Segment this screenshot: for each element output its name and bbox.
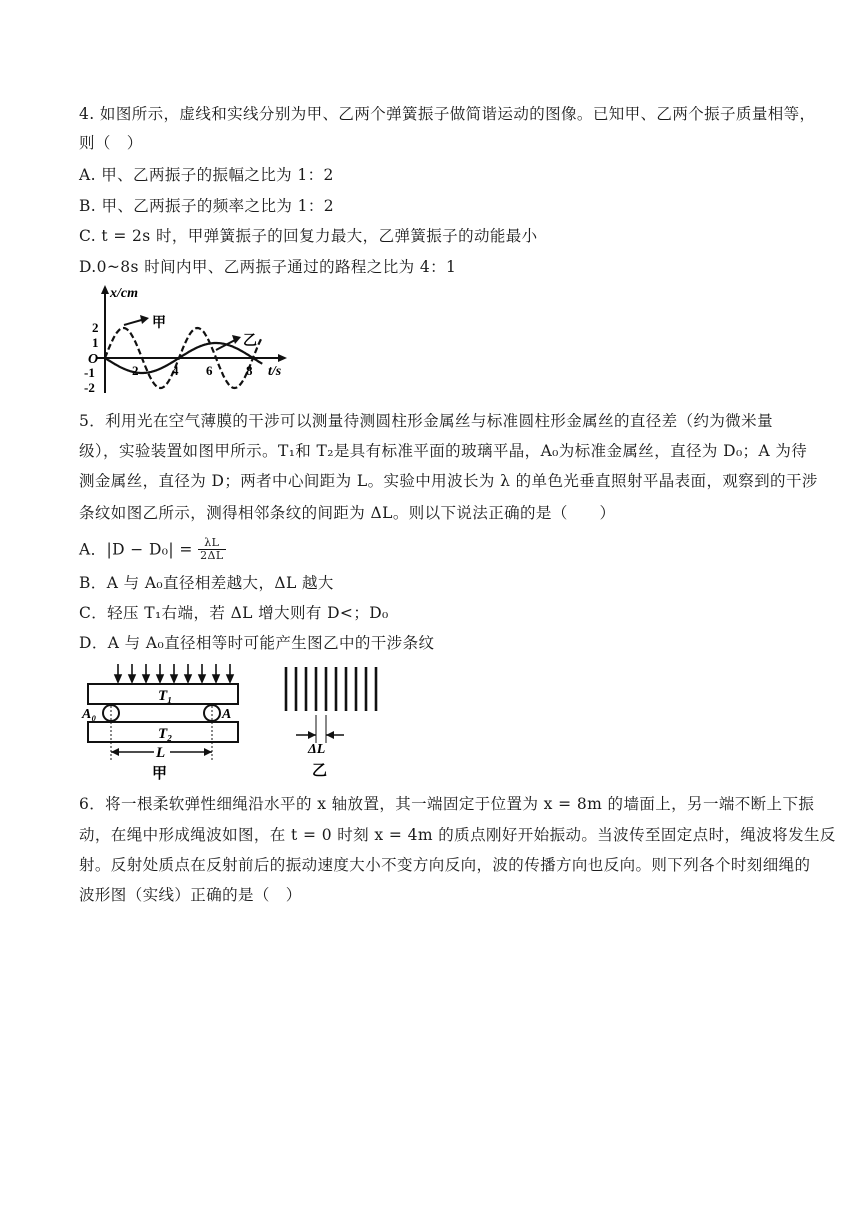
incident-light-arrows <box>115 664 233 682</box>
q4-option-c: C. t = 2s 时，甲弹簧振子的回复力最大，乙弹簧振子的动能最小 <box>79 227 538 245</box>
q5-option-a-fraction <box>198 537 225 562</box>
distance-l-arrow-left <box>111 748 119 756</box>
q4-option-d: D.0~8s 时间内甲、乙两振子通过的路程之比为 4：1 <box>79 258 457 276</box>
q5-option-b: B．A 与 A₀直径相差越大，ΔL 越大 <box>79 574 334 592</box>
jia-pointer-arrow <box>140 315 149 324</box>
caption-yi: 乙 <box>312 763 328 779</box>
y-axis-arrow <box>101 285 109 294</box>
distance-l-arrow-right <box>204 748 212 756</box>
q4-option-a: A. 甲、乙两振子的振幅之比为 1：2 <box>79 166 334 184</box>
label-jia: 甲 <box>152 316 166 331</box>
q6-stem-line1: 6．将一根柔软弹性细绳沿水平的 x 轴放置，其一端固定于位置为 x = 8m 的墙面上，另一端不断上下振 <box>79 795 815 813</box>
q5-stem-line1: 5．利用光在空气薄膜的干涉可以测量待测圆柱形金属丝与标准圆柱形金属丝的直径差（约为微米量 <box>79 412 773 430</box>
light-arrow-head <box>213 675 219 682</box>
q4-stem-line2: 则（ ） <box>79 134 143 152</box>
q5-stem-line3: 测金属丝，直径为 D；两者中心间距为 L。实验中用波长为 λ 的单色光垂直照射平晶表面，观察到的干涉 <box>79 472 818 490</box>
q5-option-a-prefix: A．|D − D₀| = <box>79 540 199 559</box>
q6-stem-line3: 射。反射处质点在反射前后的振动速度大小不变方向反向，波的传播方向也反向。则下列各个时刻细绳的 <box>79 856 811 874</box>
q5-fraction-numerator: λL <box>198 537 225 550</box>
label-l: L <box>156 745 166 761</box>
dl-arrow-left-head <box>308 731 316 739</box>
label-yi: 乙 <box>243 334 257 349</box>
y-axis-label: x/cm <box>110 286 138 301</box>
light-arrow-head <box>115 675 121 682</box>
q4-option-b: B. 甲、乙两振子的频率之比为 1：2 <box>79 197 334 215</box>
x-tick-6: 6 <box>206 363 213 378</box>
x-tick-4: 4 <box>172 363 179 378</box>
dl-arrow-right-head <box>326 731 334 739</box>
caption-jia: 甲 <box>152 766 168 782</box>
interference-fringes <box>286 667 376 711</box>
q5-stem-line2: 级），实验装置如图甲所示。T₁和 T₂是具有标准平面的玻璃平晶，A₀为标准金属丝，直径为 D₀；A 为待 <box>79 442 808 460</box>
q5-figure-jia <box>80 662 250 782</box>
yi-pointer-arrow <box>232 335 241 344</box>
x-tick-8: 8 <box>246 363 253 378</box>
q6-stem-line4: 波形图（实线）正确的是（ ） <box>79 886 302 904</box>
label-a0: A₀ <box>82 707 97 722</box>
light-arrow-head <box>171 675 177 682</box>
origin-label: O <box>88 352 99 367</box>
q4-stem-line1: 4. 如图所示，虚线和实线分别为甲、乙两个弹簧振子做简谐运动的图像。已知甲、乙两个振子质量相等， <box>79 105 816 123</box>
light-arrow-head <box>143 675 149 682</box>
y-tick-minus-1: -1 <box>84 365 95 380</box>
x-axis-label: t/s <box>268 364 282 379</box>
label-t1: T₁ <box>158 688 173 704</box>
light-arrow-head <box>199 675 205 682</box>
y-tick-minus-2: -2 <box>84 380 95 395</box>
label-a: A <box>222 707 232 722</box>
q5-option-c: C．轻压 T₁右端，若 ΔL 增大则有 D<；D₀ <box>79 604 389 622</box>
label-t2: T₂ <box>158 726 173 742</box>
y-tick-1: 1 <box>92 335 99 350</box>
x-tick-2: 2 <box>132 363 139 378</box>
q4-vibration-graph <box>82 283 292 398</box>
light-arrow-head <box>129 675 135 682</box>
light-arrow-head <box>157 675 163 682</box>
light-arrow-head <box>185 675 191 682</box>
x-axis-arrow <box>278 354 287 362</box>
q5-option-a <box>79 537 226 567</box>
yi-pointer-line <box>216 339 237 350</box>
q5-option-d: D．A 与 A₀直径相等时可能产生图乙中的干涉条纹 <box>79 634 435 652</box>
q5-stem-line4: 条纹如图乙所示，测得相邻条纹的间距为 ΔL。则以下说法正确的是（ ） <box>79 504 616 522</box>
q5-figure-yi <box>272 665 382 780</box>
q5-fraction-denominator: 2ΔL <box>200 549 224 562</box>
light-arrow-head <box>227 675 233 682</box>
y-tick-2: 2 <box>92 320 99 335</box>
label-dl: ΔL <box>308 742 326 757</box>
q6-stem-line2: 动，在绳中形成绳波如图，在 t = 0 时刻 x = 4m 的质点刚好开始振动。当波传至固定点时，绳波将发生反 <box>79 826 836 844</box>
